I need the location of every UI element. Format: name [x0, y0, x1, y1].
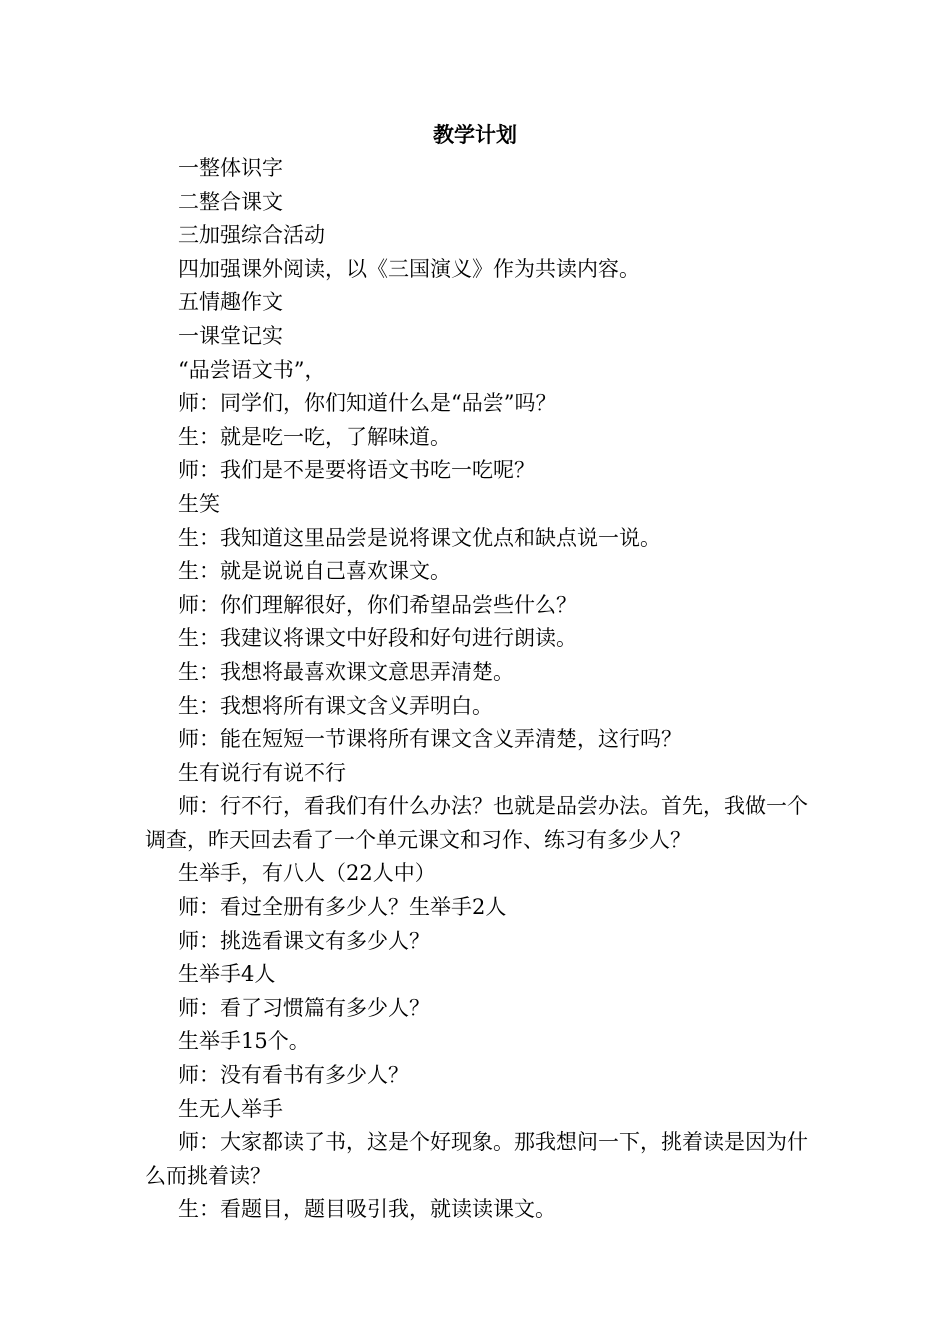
paragraph: 生举手4人 [178, 962, 276, 987]
paragraph: 三加强综合活动 [178, 223, 325, 248]
paragraph: 一课堂记实 [178, 323, 283, 348]
paragraph: 生举手15个。 [178, 1029, 310, 1054]
paragraph: 师：同学们，你们知道什么是“品尝”吗？ [178, 391, 557, 416]
paragraph: 生无人举手 [178, 1096, 283, 1121]
paragraph: 生：看题目，题目吸引我，就读读课文。 [178, 1197, 556, 1222]
paragraph: 生：我建议将课文中好段和好句进行朗读。 [178, 626, 577, 651]
paragraph: 师：没有看书有多少人？ [178, 1063, 409, 1088]
paragraph: 生举手，有八人（22人中） [178, 861, 436, 886]
paragraph: 生笑 [178, 491, 220, 516]
paragraph: 师：看过全册有多少人？生举手2人 [178, 895, 507, 920]
paragraph: “品尝语文书”， [178, 357, 326, 382]
paragraph: 一整体识字 [178, 156, 283, 180]
paragraph: 五情趣作文 [178, 290, 283, 315]
paragraph: 生：就是说说自己喜欢课文。 [178, 559, 451, 584]
paragraph: 师：挑选看课文有多少人？ [178, 928, 430, 953]
paragraph: 生有说行有说不行 [178, 760, 346, 785]
paragraph: 生：我想将最喜欢课文意思弄清楚。 [178, 659, 514, 684]
paragraph: 生：我知道这里品尝是说将课文优点和缺点说一说。 [178, 525, 661, 550]
paragraph: 师：你们理解很好，你们希望品尝些什么？ [178, 592, 577, 617]
paragraph: 师：看了习惯篇有多少人？ [178, 995, 430, 1020]
paragraph: 师：能在短短一节课将所有课文含义弄清楚，这行吗？ [178, 727, 682, 752]
paragraph: 生：我想将所有课文含义弄明白。 [178, 693, 493, 718]
paragraph: 师：大家都读了书，这是个好现象。那我想问一下，挑着读是因为什么而挑着读？ [145, 1130, 808, 1188]
document-body [145, 152, 813, 1227]
paragraph: 生：就是吃一吃，了解味道。 [178, 424, 451, 449]
paragraph: 师：我们是不是要将语文书吃一吃呢？ [178, 458, 535, 483]
document-title: 教学计划 [433, 122, 517, 147]
paragraph: 四加强课外阅读，以《三国演义》作为共读内容。 [178, 256, 640, 281]
paragraph: 二整合课文 [178, 189, 283, 214]
paragraph: 师：行不行，看我们有什么办法？也就是品尝办法。首先，我做一个调查，昨天回去看了一个单元课文和习作、练习有多少人？ [145, 794, 808, 852]
